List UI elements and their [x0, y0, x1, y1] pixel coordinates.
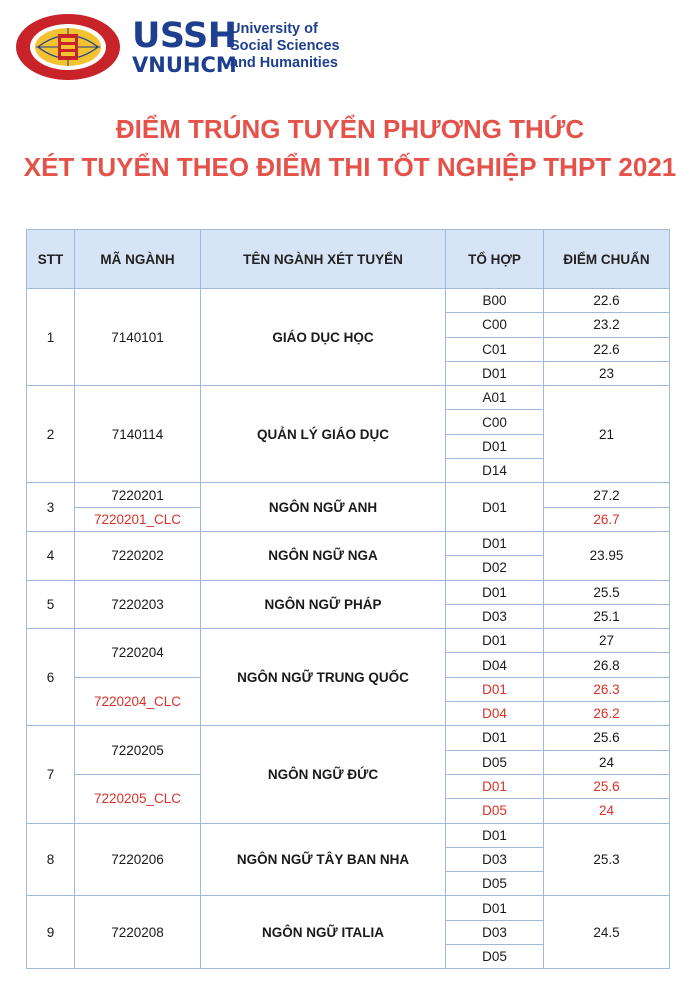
score-cell: 24	[544, 750, 670, 774]
score-clc-cell: 26.3	[544, 677, 670, 701]
university-name-line2: Social Sciences	[230, 38, 340, 54]
table-row	[27, 386, 670, 410]
combo-cell: D01	[446, 629, 544, 653]
code-cell: 7220202	[75, 531, 201, 580]
major-name-cell: NGÔN NGỮ PHÁP	[201, 580, 446, 629]
combo-cell: D02	[446, 556, 544, 580]
score-cell: 25.3	[544, 823, 670, 896]
brand-ussh: USSH	[132, 16, 237, 56]
score-cell: 26.8	[544, 653, 670, 677]
major-name-cell: NGÔN NGỮ NGA	[201, 531, 446, 580]
stt-cell: 1	[27, 289, 75, 386]
combo-cell: D01	[446, 823, 544, 847]
admission-score-table	[26, 229, 670, 969]
stt-cell: 6	[27, 629, 75, 726]
score-cell: 25.1	[544, 604, 670, 628]
code-cell: 7220208	[75, 896, 201, 969]
page-title-line1: ĐIỂM TRÚNG TUYỂN PHƯƠNG THỨC	[115, 114, 585, 144]
table-row	[27, 289, 670, 313]
table-row	[27, 580, 670, 604]
score-cell: 25.6	[544, 726, 670, 750]
major-name-cell: NGÔN NGỮ ITALIA	[201, 896, 446, 969]
combo-cell: C01	[446, 337, 544, 361]
stt-cell: 3	[27, 483, 75, 532]
stt-cell: 9	[27, 896, 75, 969]
university-seal-logo	[14, 12, 122, 82]
major-name-cell: NGÔN NGỮ ĐỨC	[201, 726, 446, 823]
combo-cell: D03	[446, 604, 544, 628]
code-cell: 7220204	[75, 629, 201, 678]
score-cell: 27.2	[544, 483, 670, 507]
combo-cell: C00	[446, 410, 544, 434]
stt-cell: 8	[27, 823, 75, 896]
table-header-row	[27, 230, 670, 289]
combo-clc-cell: D01	[446, 677, 544, 701]
code-cell: 7220203	[75, 580, 201, 629]
combo-cell: D01	[446, 896, 544, 920]
code-clc-cell: 7220204_CLC	[75, 677, 201, 726]
score-cell: 23	[544, 361, 670, 385]
university-name-line3: and Humanities	[230, 55, 338, 71]
combo-cell: D05	[446, 872, 544, 896]
university-name-line1: University of	[230, 21, 318, 37]
combo-clc-cell: D05	[446, 799, 544, 823]
combo-cell: D14	[446, 459, 544, 483]
score-cell: 25.5	[544, 580, 670, 604]
combo-cell: D04	[446, 653, 544, 677]
stt-cell: 5	[27, 580, 75, 629]
score-cell: 22.6	[544, 289, 670, 313]
code-cell: 7140101	[75, 289, 201, 386]
score-cell: 21	[544, 386, 670, 483]
combo-cell: B00	[446, 289, 544, 313]
header	[14, 12, 414, 84]
score-cell: 23.2	[544, 313, 670, 337]
major-name-cell: NGÔN NGỮ TÂY BAN NHA	[201, 823, 446, 896]
major-name-cell: GIÁO DỤC HỌC	[201, 289, 446, 386]
combo-cell: D03	[446, 847, 544, 871]
combo-cell: D01	[446, 483, 544, 532]
combo-cell: D01	[446, 434, 544, 458]
code-cell: 7220205	[75, 726, 201, 775]
combo-cell: D01	[446, 531, 544, 555]
combo-cell: D01	[446, 580, 544, 604]
score-clc-cell: 26.7	[544, 507, 670, 531]
stt-cell: 4	[27, 531, 75, 580]
page-title-line2: XÉT TUYỂN THEO ĐIỂM THI TỐT NGHIỆP THPT 2021	[23, 152, 677, 182]
score-clc-cell: 25.6	[544, 774, 670, 798]
combo-cell: D01	[446, 361, 544, 385]
combo-cell: D05	[446, 750, 544, 774]
brand-vnuhcm: VNUHCM	[132, 53, 237, 77]
code-clc-cell: 7220205_CLC	[75, 774, 201, 823]
major-name-cell: QUẢN LÝ GIÁO DỤC	[201, 386, 446, 483]
table-row	[27, 823, 670, 847]
combo-cell: D03	[446, 920, 544, 944]
combo-cell: A01	[446, 386, 544, 410]
table-row	[27, 726, 670, 750]
code-cell: 7140114	[75, 386, 201, 483]
code-clc-cell: 7220201_CLC	[75, 507, 201, 531]
table-row	[27, 896, 670, 920]
col-header-combo: TỔ HỢP	[446, 230, 544, 289]
stt-cell: 7	[27, 726, 75, 823]
score-cell: 27	[544, 629, 670, 653]
university-name	[230, 21, 340, 72]
brand-block	[132, 18, 237, 76]
combo-clc-cell: D04	[446, 702, 544, 726]
table-row	[27, 531, 670, 555]
stt-cell: 2	[27, 386, 75, 483]
col-header-stt: STT	[27, 230, 75, 289]
major-name-cell: NGÔN NGỮ ANH	[201, 483, 446, 532]
major-name-cell: NGÔN NGỮ TRUNG QUỐC	[201, 629, 446, 726]
score-clc-cell: 24	[544, 799, 670, 823]
combo-cell: D05	[446, 945, 544, 969]
combo-cell: D01	[446, 726, 544, 750]
code-cell: 7220201	[75, 483, 201, 507]
combo-cell: C00	[446, 313, 544, 337]
col-header-code: MÃ NGÀNH	[75, 230, 201, 289]
col-header-score: ĐIỂM CHUẨN	[544, 230, 670, 289]
score-cell: 22.6	[544, 337, 670, 361]
combo-clc-cell: D01	[446, 774, 544, 798]
code-cell: 7220206	[75, 823, 201, 896]
score-cell: 24.5	[544, 896, 670, 969]
score-cell: 23.95	[544, 531, 670, 580]
table-row	[27, 483, 670, 507]
table-row	[27, 629, 670, 653]
score-clc-cell: 26.2	[544, 702, 670, 726]
col-header-name: TÊN NGÀNH XÉT TUYỂN	[201, 230, 446, 289]
